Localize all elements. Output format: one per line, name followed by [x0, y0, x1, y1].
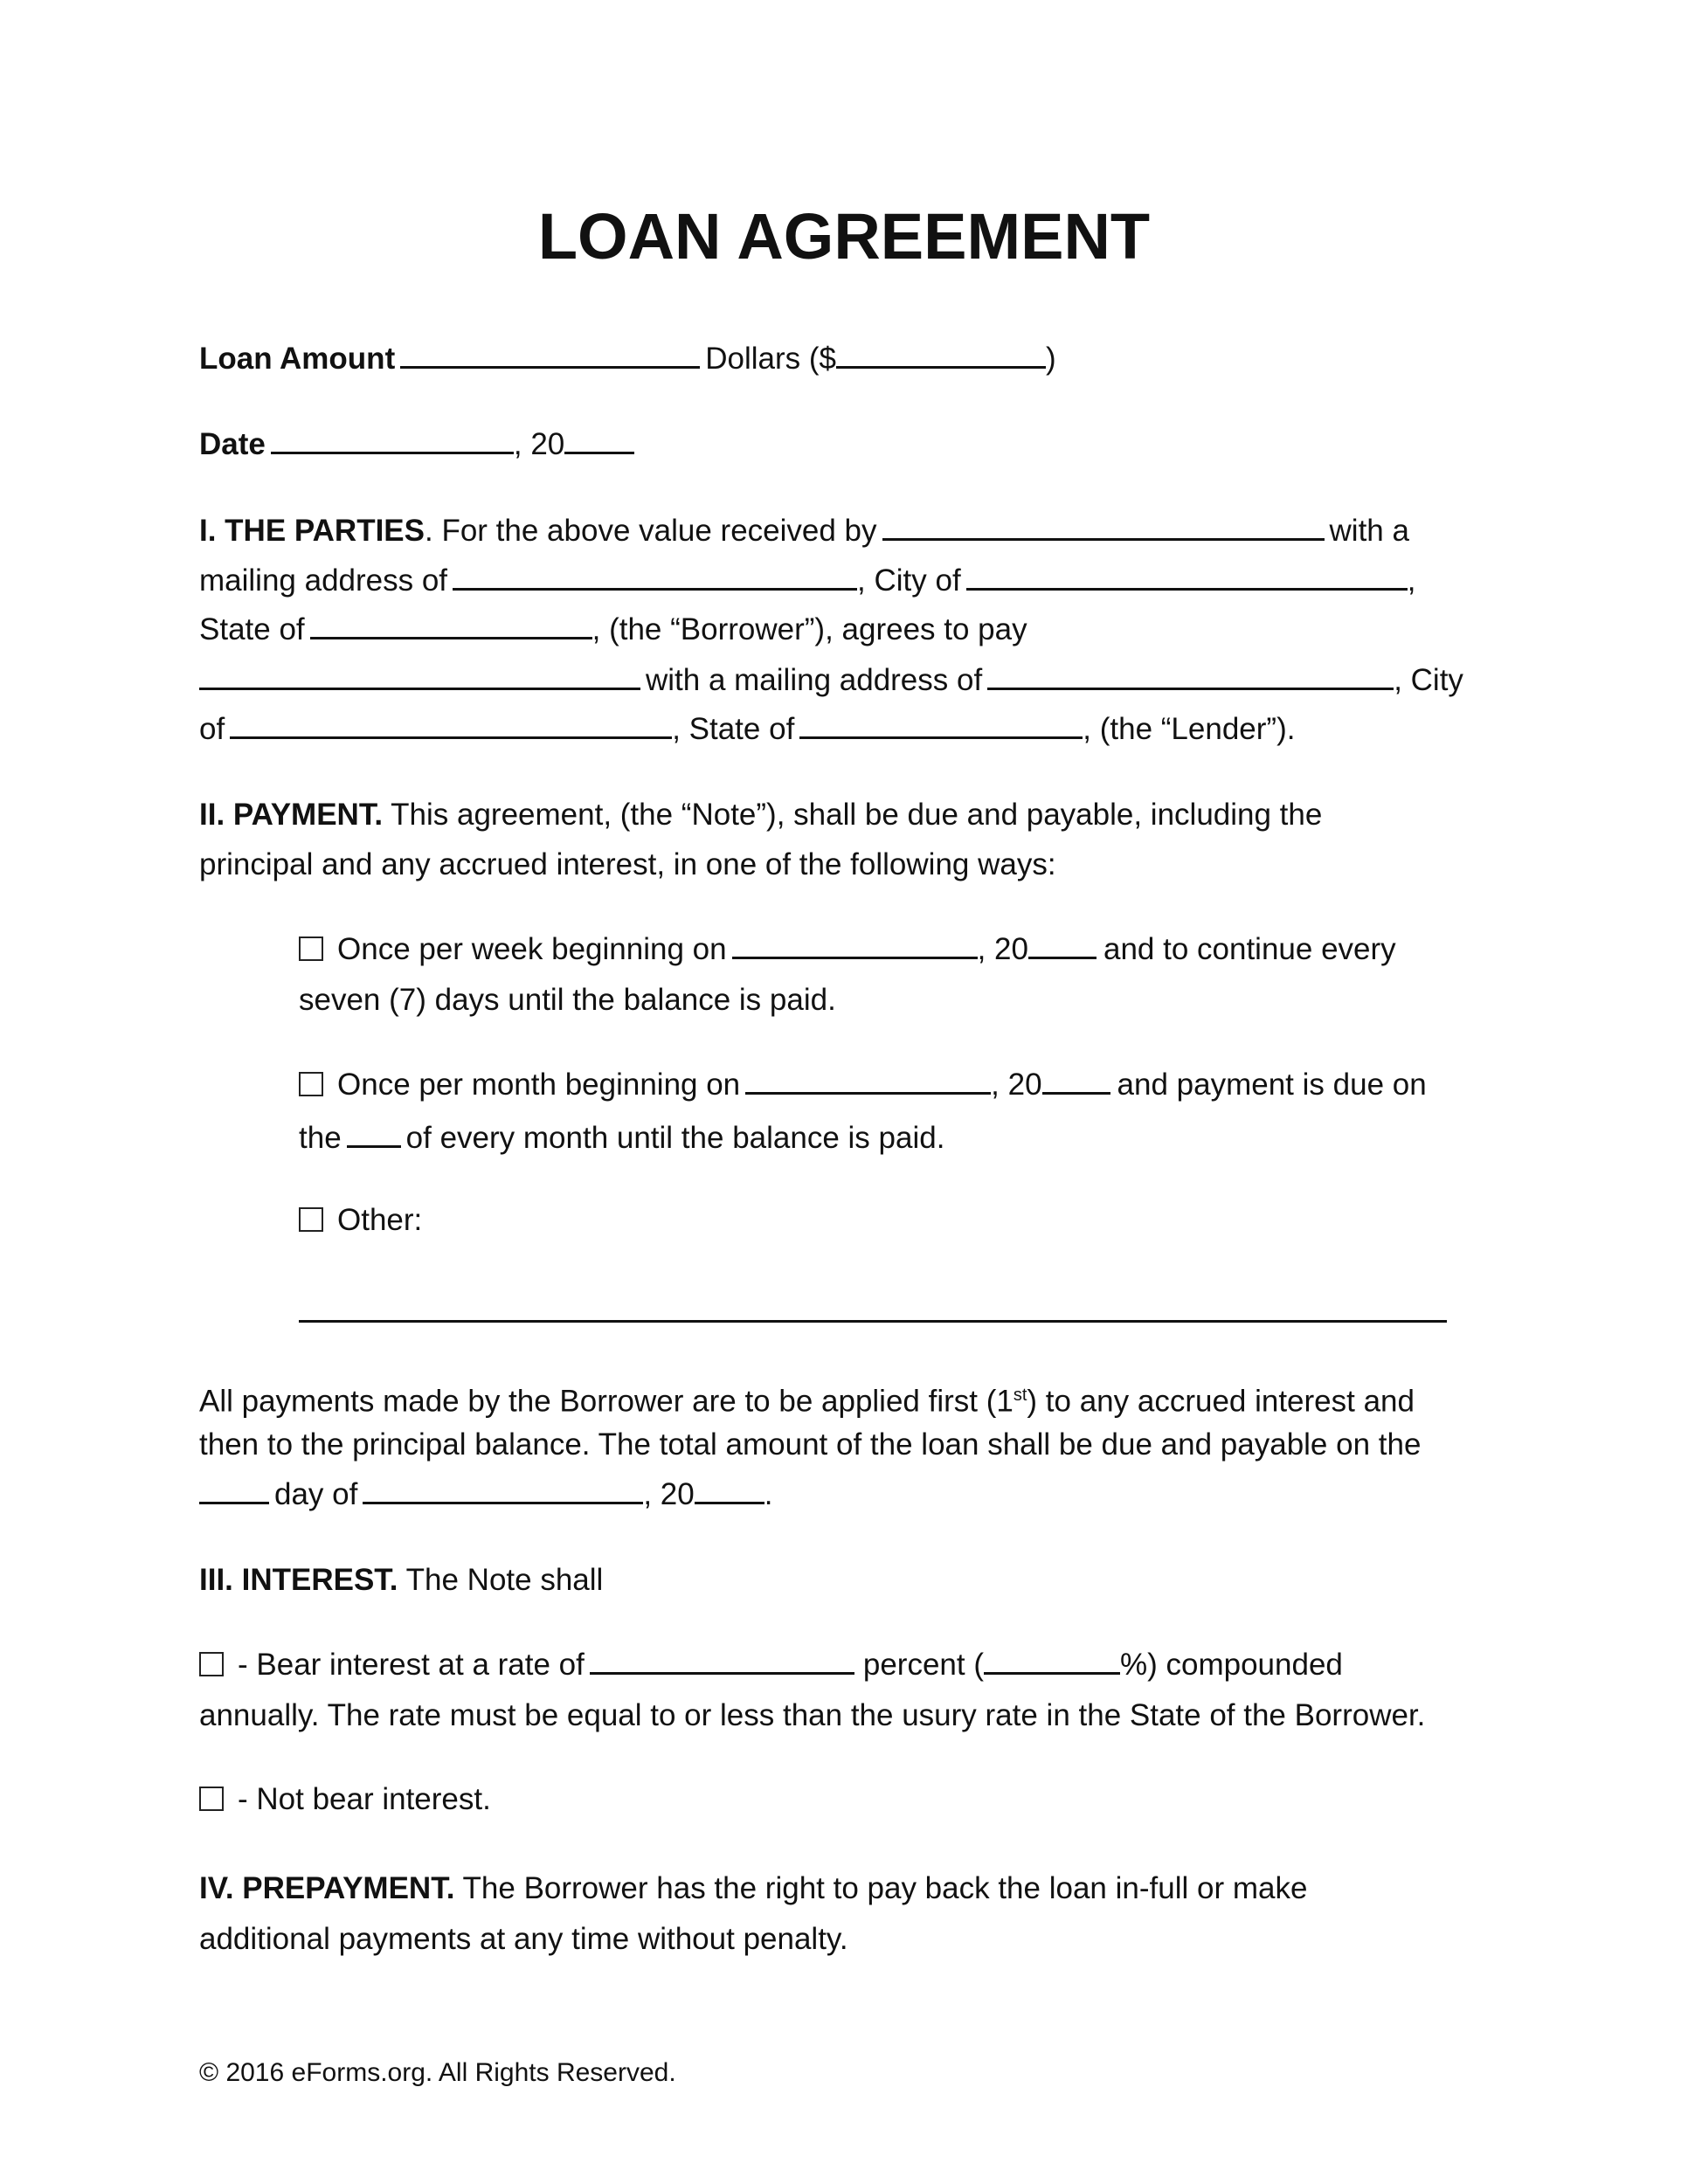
lender-address-field[interactable]	[987, 658, 1394, 690]
text: , City of	[857, 563, 961, 598]
interest-heading: III. INTEREST.	[199, 1563, 398, 1597]
text: .	[764, 1477, 773, 1511]
checkbox-icon[interactable]	[199, 1652, 224, 1676]
parties-line-4	[199, 658, 1463, 702]
interest-rate-percent-field[interactable]	[984, 1642, 1120, 1675]
monthly-day-field[interactable]	[347, 1116, 401, 1148]
date-year-field[interactable]	[564, 422, 634, 454]
parties-line-3	[199, 607, 1027, 652]
text: The Note shall	[398, 1563, 604, 1597]
document-title: LOAN AGREEMENT	[537, 200, 1151, 273]
text: . For the above value received by	[425, 514, 877, 548]
text: , State of	[672, 712, 795, 746]
text: This agreement, (the “Note”), shall be due and payable, including the	[383, 798, 1323, 832]
text: State of	[199, 612, 305, 646]
lender-state-field[interactable]	[799, 707, 1083, 739]
text: - Not bear interest.	[238, 1782, 491, 1816]
text: Once per week beginning on	[337, 932, 727, 966]
checkbox-icon[interactable]	[299, 1207, 323, 1232]
dollars-label: Dollars ($	[705, 342, 836, 376]
text: , 20	[643, 1477, 695, 1511]
monthly-start-field[interactable]	[745, 1062, 991, 1095]
loan-amount-label: Loan Amount	[199, 342, 396, 376]
due-day-field[interactable]	[199, 1472, 269, 1504]
weekly-start-field[interactable]	[732, 927, 978, 959]
text: day of	[274, 1477, 358, 1511]
text: ) to any accrued interest and	[1027, 1384, 1415, 1419]
no-interest-option	[199, 1778, 491, 1821]
text: and payment is due on	[1117, 1068, 1427, 1102]
loan-amount-line	[199, 336, 1056, 381]
text: , (the “Lender”).	[1083, 712, 1296, 746]
other-option	[299, 1199, 422, 1242]
text: of	[199, 712, 225, 746]
prepayment-line-1	[199, 1867, 1307, 1911]
text: percent (	[862, 1648, 984, 1682]
borrower-city-field[interactable]	[966, 558, 1408, 591]
payments-applied-line-2: then to the principal balance. The total amount of the loan shall be due and payable on the	[199, 1427, 1422, 1462]
borrower-name-field[interactable]	[882, 508, 1325, 541]
weekly-year-field[interactable]	[1028, 927, 1097, 959]
text: and to continue every	[1103, 932, 1396, 966]
monthly-year-field[interactable]	[1042, 1062, 1110, 1095]
interest-line-1	[199, 1559, 603, 1602]
loan-amount-words-field[interactable]	[400, 336, 700, 369]
borrower-address-field[interactable]	[453, 558, 857, 591]
text: Once per month beginning on	[337, 1068, 741, 1102]
text: The Borrower has the right to pay back the loan in-full or make	[454, 1871, 1308, 1905]
parties-line-5	[199, 707, 1295, 751]
other-terms-field[interactable]	[299, 1320, 1447, 1323]
text: with a mailing address of	[646, 663, 983, 697]
monthly-option-line-2	[299, 1116, 944, 1160]
payment-line-2: principal and any accrued interest, in one of the following ways:	[199, 847, 1056, 881]
payments-applied-line-3	[199, 1472, 772, 1517]
date-field[interactable]	[271, 422, 514, 454]
payment-heading: II. PAYMENT.	[199, 798, 384, 832]
text: - Bear interest at a rate of	[238, 1648, 585, 1682]
bear-interest-option	[199, 1642, 1343, 1687]
parties-line-2	[199, 558, 1415, 603]
date-label: Date	[199, 427, 266, 461]
weekly-option-line-2: seven (7) days until the balance is paid.	[299, 983, 836, 1017]
checkbox-icon[interactable]	[299, 1072, 323, 1096]
loan-amount-number-field[interactable]	[836, 336, 1046, 369]
prepayment-line-2: additional payments at any time without penalty.	[199, 1922, 848, 1956]
due-year-field[interactable]	[695, 1472, 764, 1504]
interest-rate-words-field[interactable]	[590, 1642, 854, 1675]
lender-name-field[interactable]	[199, 658, 640, 690]
superscript: st	[1013, 1386, 1027, 1405]
copyright-footer: © 2016 eForms.org. All Rights Reserved.	[199, 2058, 676, 2087]
text: , 20	[991, 1068, 1042, 1102]
bear-interest-line-2: annually. The rate must be equal to or less than the usury rate in the State of the Borrower.	[199, 1698, 1426, 1732]
checkbox-icon[interactable]	[199, 1787, 224, 1811]
weekly-option	[299, 927, 1396, 971]
payment-line-1	[199, 793, 1322, 837]
parties-line-1	[199, 508, 1409, 553]
borrower-state-field[interactable]	[310, 607, 592, 639]
monthly-option	[299, 1062, 1427, 1107]
lender-city-field[interactable]	[230, 707, 672, 739]
text: , (the “Borrower”), agrees to pay	[591, 612, 1027, 646]
due-month-field[interactable]	[363, 1472, 643, 1504]
paren-close: )	[1045, 342, 1056, 376]
prepayment-heading: IV. PREPAYMENT.	[199, 1871, 455, 1905]
payments-applied-line-1	[199, 1373, 1415, 1424]
text: with a	[1329, 514, 1409, 548]
text: Other:	[337, 1203, 423, 1237]
parties-heading: I. THE PARTIES	[199, 514, 425, 548]
text: , City	[1394, 663, 1463, 697]
text: mailing address of	[199, 563, 448, 598]
text: of every month until the balance is paid.	[405, 1121, 945, 1155]
text: ,	[1407, 563, 1416, 598]
text: the	[299, 1121, 342, 1155]
text: %) compounded	[1120, 1648, 1343, 1682]
text: , 20	[977, 932, 1028, 966]
year-prefix: , 20	[513, 427, 565, 461]
date-line	[199, 422, 634, 467]
checkbox-icon[interactable]	[299, 936, 323, 961]
text: All payments made by the Borrower are to be applied first (1	[199, 1384, 1013, 1419]
